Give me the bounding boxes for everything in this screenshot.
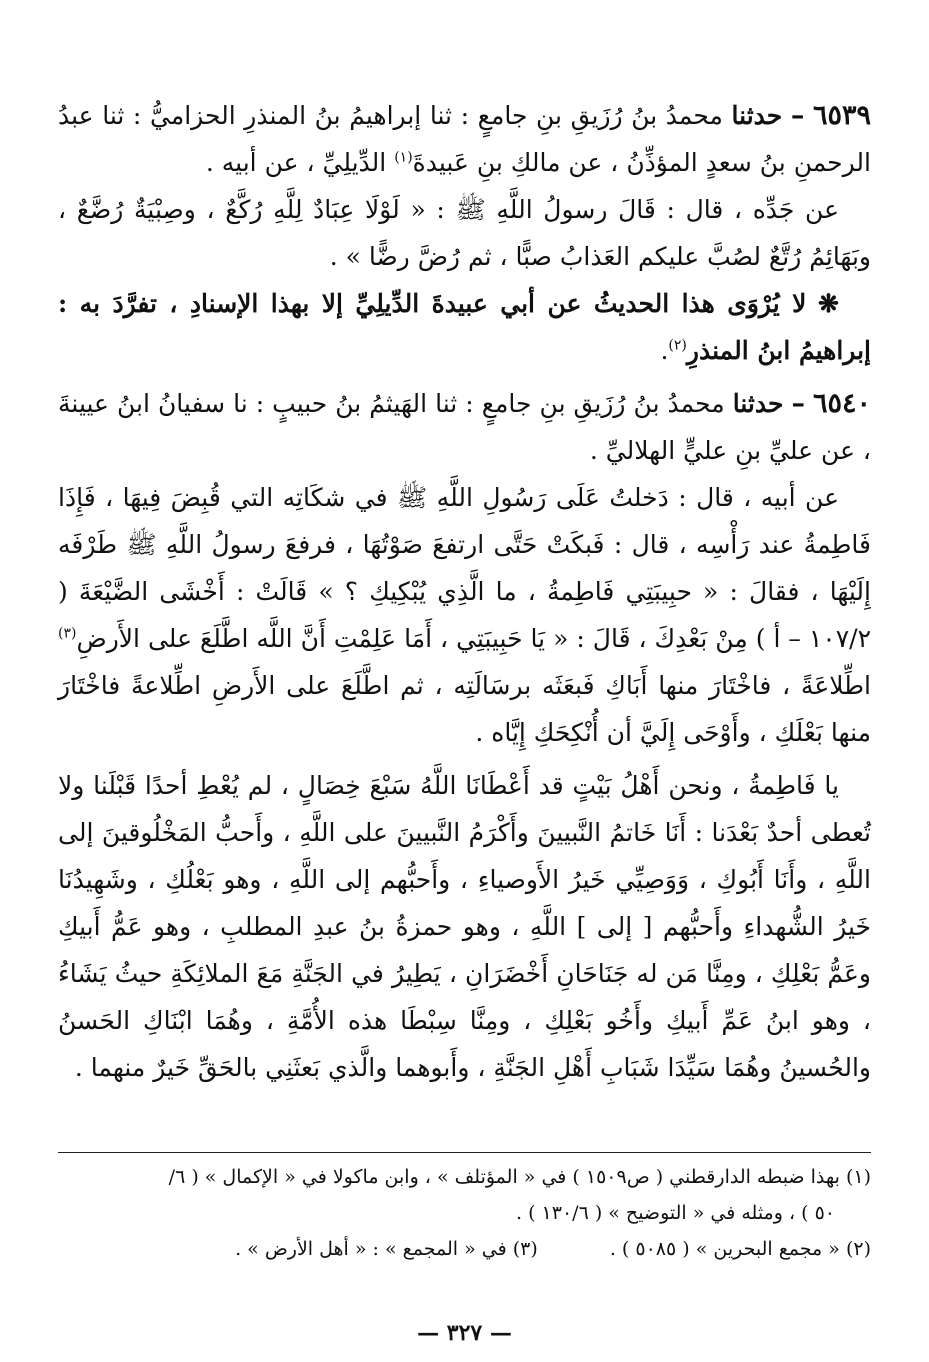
footnote-1-line-2: ٥٠ ) ، ومثله في « التوضيح » ( ١٣٠/٦ ) . xyxy=(516,1202,835,1224)
isnad-text: محمدُ بنُ رُزَيقِ بنِ جامعٍ : ثنا الهَيثمُ بنُ حبيبٍ : نا سفيانُ ابنُ عيينةَ ، عن عليِّ بنِ عليٍّ الهلاليِّ . xyxy=(58,389,871,465)
matn-text: عن جَدِّه ، قال : قَالَ رسولُ اللَّهِ ﷺ : « لَوْلَا عِبَادٌ لِلَّهِ رُكَّعٌ ، وصِبْيَةٌ رُضَّعٌ ، وبَهَائِمُ رُتَّعٌ لصُبَّ عليكم العَذابُ صبًّا ، ثم رُضَّ رضًّا » . xyxy=(58,195,871,271)
haddathana-label: حدثنا xyxy=(732,389,784,418)
footnote-1-line-1: (١) بهذا ضبطه الدارقطني ( ص١٥٠٩ ) في « المؤتلف » ، وابن ماكولا في « الإكمال » ( ٦/ xyxy=(168,1166,871,1188)
footnote-3: (٣) في « المجمع » : « أهل الأرض » . xyxy=(235,1238,538,1260)
hadith-6539-note xyxy=(58,280,871,374)
hadith-6540-isnad xyxy=(58,380,871,474)
footnote-ref-3: (٣) xyxy=(58,625,77,642)
footnote-divider xyxy=(58,1152,871,1153)
isnad-text: محمدُ بنُ رُزَيقِ بنِ جامعٍ : ثنا إبراهيمُ بنُ المنذرِ الحزاميُّ : ثنا عبدُ الرحمنِ بنُ سعدٍ المؤذِّنُ ، عن مالكِ بنِ عَبيدةَ xyxy=(58,101,871,177)
dash: – xyxy=(791,388,805,419)
haddathana-label: حدثنا xyxy=(731,101,783,130)
para1-text-a: عن أبيه ، قال : دَخلتُ عَلَى رَسُولِ اللَّهِ ﷺ في شكَاتِه التي قُبِضَ فِيهَا ، فَإِذَا فَاطِمةُ عند رَأْسِه ، قال : فَبكَتْ حَتَّى ارتفعَ صَوْتُهَا ، فرفعَ رسولُ اللَّهِ ﷺ طَرْفَه إِلَيْهَا ، فقالَ : « حبِيبَتِي فَاطِمةُ ، ما الَّذِي يُبْكِيكِ ؟ » قَالَتْ : أَخْشَى الضَّيْعَةَ ( ١٠٧/٢ – أ ) مِنْ بَعْدِكَ ، قَالَ : « يَا حَبِيبَتِي ، أَمَا عَلِمْتِ أَنَّ اللَّه اطَّلَعَ على الأَرضِ xyxy=(58,483,871,653)
isnad-text-end: الدِّيلِيِّ ، عن أبيه . xyxy=(205,148,387,177)
page-number: — ٣٢٧ — xyxy=(417,1320,512,1346)
hadith-6540-para1 xyxy=(58,474,871,756)
footnote-2: (٢) « مجمع البحرين » ( ٥٠٨٥ ) . xyxy=(609,1238,871,1260)
star-icon: ❋ xyxy=(818,289,839,318)
page-body xyxy=(58,92,871,1362)
note-text: لا يُرْوَى هذا الحديثُ عن أبي عبيدةَ الدِّيلِيِّ إلا بهذا الإسنادِ ، تفرَّدَ به : إبراهيمُ ابنُ المنذرِ xyxy=(58,289,871,365)
hadith-6540-para2 xyxy=(58,762,871,1091)
footnote-2-3-line xyxy=(58,1231,871,1267)
footnotes-section xyxy=(58,1152,871,1267)
note-end: . xyxy=(660,336,669,365)
dash: – xyxy=(790,100,805,131)
hadith-6539-matn xyxy=(58,186,871,280)
para1-text-b: اطِّلاعَةً ، فاخْتَارَ منها أَبَاكِ فَبعَثَه برسَالَتِه ، ثم اطَّلَعَ على الأَرضِ اطِّلاعةً فاخْتَارَ منها بَعْلَكِ ، وأَوْحَى إِلَيَّ أن أُنْكِحَكِ إِيَّاه . xyxy=(58,671,871,747)
hadith-number: ٦٥٣٩ xyxy=(813,100,872,131)
para2-text: يا فَاطِمةُ ، ونحن أَهْلُ بَيْتٍ قد أَعْطَانَا اللَّهُ سَبْعَ خِصَالٍ ، لم يُعْطِ أحدًا قَبْلَنا ولا تُعطى أحدٌ بَعْدَنا : أَنَا خَاتمُ النَّبيينَ وأَكْرَمُ النَّبيينَ على اللَّهِ ، وأَحبُّ المَخْلُوقينَ إلى اللَّهِ ، وأَنَا أَبُوكِ ، وَوَصِيِّي خَيرُ الأَوصياءِ ، وأَحبُّهم إلى اللَّهِ ، وهو بَعْلُكِ ، وشَهِيدُنَا خَيرُ الشُّهداءِ وأَحبُّهم [ إلى ] اللَّهِ ، وهو حمزةُ بنُ عبدِ المطلبِ ، وهو عَمُّ أَبيكِ وعَمُّ بَعْلِكِ ، ومِنَّا مَن له جَنَاحَانِ أَخْضَرَانِ ، يَطِيرُ في الجَنَّةِ مَعَ الملائِكَةِ حيثُ يَشَاءُ ، وهو ابنُ عَمِّ أَبيكِ وأَخُو بَعْلِكِ ، ومِنَّا سِبْطَا هذه الأُمَّةِ ، وهُمَا ابْنَاكِ الحَسنُ والحُسينُ وهُمَا سَيِّدَا شَبَابِ أَهْلِ الجَنَّةِ ، وأَبوهما والَّذي بَعثَنِي بالحَقِّ خَيرٌ منهما . xyxy=(58,771,871,1082)
hadith-number: ٦٥٤٠ xyxy=(812,388,871,419)
footnote-ref-1: (١) xyxy=(394,149,413,166)
hadith-6539-isnad xyxy=(58,92,871,186)
footnote-ref-2: (٢) xyxy=(668,337,687,354)
